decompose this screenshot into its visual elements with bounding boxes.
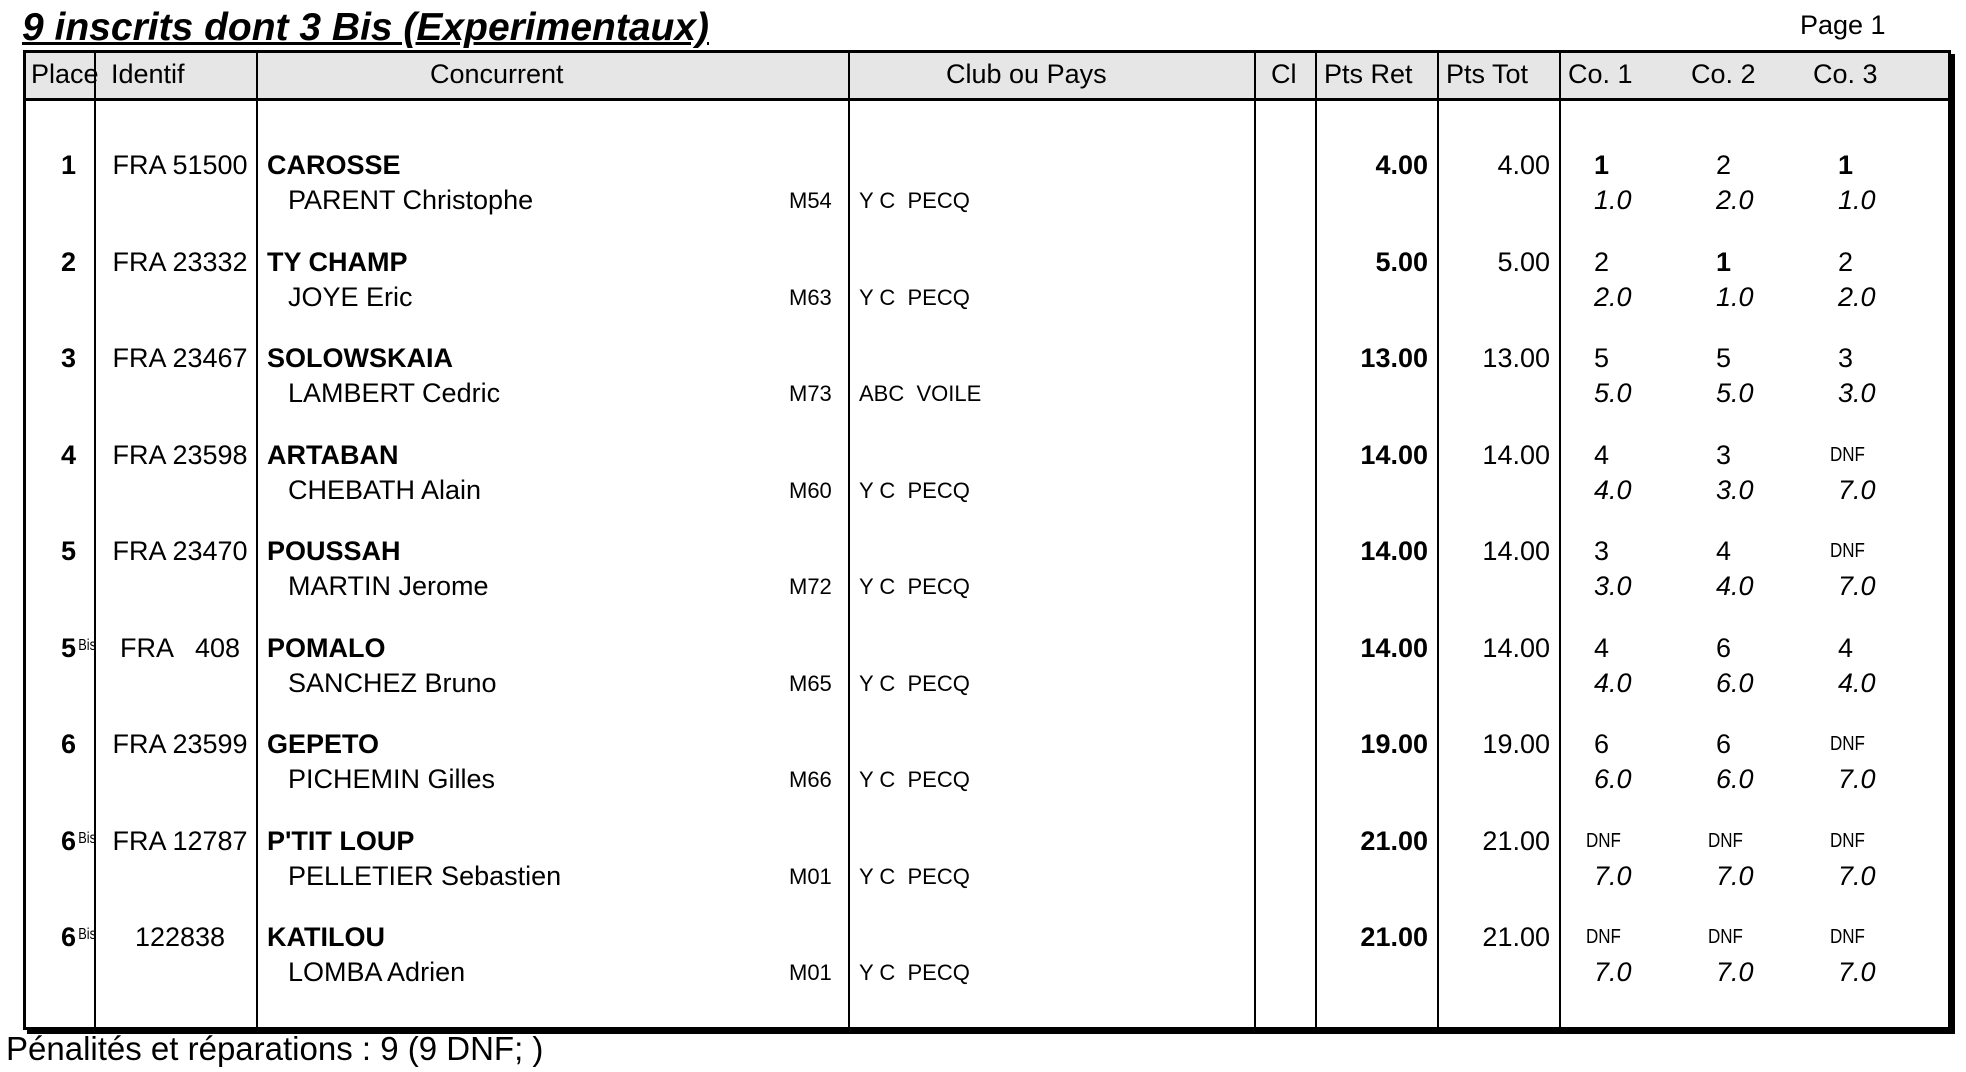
- pts-ret-value: 5.00: [1375, 246, 1428, 277]
- header-pts-ret: Pts Ret: [1324, 59, 1413, 89]
- race-2-rank: 4: [1716, 536, 1732, 566]
- pts-tot-value: 21.00: [1482, 825, 1550, 856]
- race-2-points: 6.0: [1716, 667, 1754, 698]
- race-2-points: 3.0: [1716, 474, 1754, 505]
- pts-ret-value: 21.00: [1360, 825, 1428, 856]
- race-2-rank: 6: [1716, 729, 1732, 759]
- place-cell: [26, 826, 76, 857]
- race-3-rank: 1: [1838, 150, 1854, 180]
- race-1-rank: 4: [1594, 632, 1610, 663]
- race-1-rank: 5: [1594, 343, 1610, 373]
- club-name: Y C PECQ: [859, 863, 970, 889]
- race-3-points: 2.0: [1838, 281, 1876, 312]
- race-1-points: 4.0: [1594, 474, 1632, 505]
- race-1-rank: 3: [1594, 536, 1610, 566]
- race-2-points: 2.0: [1716, 185, 1754, 215]
- identif-cell: FRA 23470: [112, 536, 248, 566]
- category-code: M54: [789, 188, 832, 213]
- skipper-name: PARENT Christophe: [288, 185, 534, 215]
- race-3-points: 7.0: [1838, 957, 1876, 987]
- identif-cell: FRA 23332: [112, 246, 248, 277]
- table-row: [26, 536, 1948, 632]
- boat-name: POMALO: [267, 632, 386, 663]
- header-concurrent: Concurrent: [430, 59, 564, 89]
- identif-cell: 122838: [134, 922, 226, 952]
- boat-name: CAROSSE: [267, 150, 401, 180]
- identif-cell: FRA 408: [119, 632, 241, 663]
- club-name: Y C PECQ: [859, 960, 970, 985]
- race-2-points: 1.0: [1716, 281, 1754, 312]
- table-row: [26, 247, 1948, 343]
- race-1-points: 4.0: [1594, 667, 1632, 698]
- category-code: M66: [789, 767, 832, 792]
- race-3-rank: 4: [1838, 632, 1854, 663]
- results-table: [23, 50, 1951, 1030]
- race-3-rank: DNF: [1830, 443, 1865, 466]
- race-1-points: 3.0: [1594, 571, 1632, 601]
- category-code: M60: [789, 477, 832, 503]
- race-2-rank: 2: [1716, 150, 1732, 180]
- pts-tot-value: 13.00: [1482, 343, 1550, 373]
- category-code: M72: [789, 574, 832, 599]
- race-2-points: 4.0: [1716, 571, 1754, 601]
- identif-cell: FRA 23599: [112, 729, 248, 759]
- race-1-rank: 6: [1594, 729, 1610, 759]
- place-value: 6: [60, 729, 76, 759]
- club-name: Y C PECQ: [859, 284, 970, 310]
- race-3-points: 3.0: [1838, 378, 1876, 408]
- race-3-points: 7.0: [1838, 764, 1876, 794]
- pts-ret-value: 14.00: [1360, 632, 1428, 663]
- header-co3: Co. 3: [1813, 59, 1878, 89]
- race-1-rank: 1: [1594, 150, 1610, 180]
- pts-ret-value: 13.00: [1360, 343, 1428, 373]
- header-identif: Identif: [111, 59, 185, 89]
- race-2-rank: 3: [1716, 439, 1732, 470]
- identif-cell: FRA 23467: [112, 343, 248, 373]
- skipper-name: PICHEMIN Gilles: [288, 764, 496, 794]
- club-name: ABC VOILE: [859, 381, 982, 406]
- pts-tot-value: 5.00: [1497, 246, 1550, 277]
- race-1-rank: 4: [1594, 439, 1610, 470]
- club-name: Y C PECQ: [859, 188, 970, 213]
- pts-tot-value: 21.00: [1482, 922, 1550, 952]
- table-row: [26, 633, 1948, 729]
- penalties-footer: Pénalités et réparations : 9 (9 DNF; ): [6, 1030, 544, 1067]
- place-cell: [26, 633, 76, 664]
- table-row: [26, 826, 1948, 922]
- place-cell: [26, 922, 76, 953]
- place-value: 6: [60, 825, 76, 856]
- place-cell: [26, 343, 76, 374]
- race-1-points: 7.0: [1594, 957, 1632, 987]
- place-value: 2: [60, 246, 76, 277]
- page-number: Page 1: [1800, 10, 1886, 40]
- race-3-rank: DNF: [1830, 733, 1865, 755]
- skipper-name: LAMBERT Cedric: [288, 378, 501, 408]
- place-value: 5: [60, 632, 76, 663]
- bis-marker: Bis: [78, 829, 97, 847]
- bis-marker: Bis: [78, 636, 97, 654]
- table-row: [26, 440, 1948, 536]
- table-row: [26, 343, 1948, 439]
- place-cell: [26, 536, 76, 567]
- pts-tot-value: 19.00: [1482, 729, 1550, 759]
- pts-ret-value: 4.00: [1375, 150, 1428, 180]
- race-2-points: 6.0: [1716, 764, 1754, 794]
- race-2-rank: 1: [1716, 246, 1732, 277]
- race-1-rank: DNF: [1586, 829, 1621, 852]
- race-2-points: 7.0: [1716, 860, 1754, 891]
- table-row: [26, 729, 1948, 825]
- table-row: [26, 922, 1948, 1018]
- race-1-points: 2.0: [1594, 281, 1632, 312]
- skipper-name: SANCHEZ Bruno: [288, 667, 497, 698]
- skipper-name: MARTIN Jerome: [288, 571, 489, 601]
- race-3-rank: DNF: [1830, 926, 1865, 948]
- category-code: M65: [789, 670, 832, 696]
- race-3-points: 7.0: [1838, 474, 1876, 505]
- place-cell: [26, 729, 76, 760]
- place-value: 3: [60, 343, 76, 373]
- race-2-rank: DNF: [1708, 829, 1743, 852]
- skipper-name: PELLETIER Sebastien: [288, 860, 562, 891]
- category-code: M73: [789, 381, 832, 406]
- header-club: Club ou Pays: [946, 59, 1107, 89]
- boat-name: ARTABAN: [267, 439, 399, 470]
- place-value: 1: [60, 150, 76, 180]
- header-co1: Co. 1: [1568, 59, 1633, 89]
- race-2-rank: DNF: [1708, 926, 1743, 948]
- header-cl: Cl: [1271, 59, 1297, 89]
- race-3-points: 1.0: [1838, 185, 1876, 215]
- place-cell: [26, 440, 76, 471]
- header-pts-tot: Pts Tot: [1446, 59, 1529, 89]
- race-1-points: 6.0: [1594, 764, 1632, 794]
- race-3-points: 4.0: [1838, 667, 1876, 698]
- race-1-points: 5.0: [1594, 378, 1632, 408]
- place-value: 6: [60, 922, 76, 952]
- header-co2: Co. 2: [1691, 59, 1756, 89]
- skipper-name: CHEBATH Alain: [288, 474, 482, 505]
- race-2-points: 5.0: [1716, 378, 1754, 408]
- pts-tot-value: 14.00: [1482, 632, 1550, 663]
- identif-cell: FRA 23598: [112, 439, 248, 470]
- race-1-rank: DNF: [1586, 926, 1621, 948]
- place-value: 4: [60, 439, 76, 470]
- place-cell: [26, 150, 76, 181]
- club-name: Y C PECQ: [859, 767, 970, 792]
- race-1-points: 7.0: [1594, 860, 1632, 891]
- identif-cell: FRA 12787: [112, 825, 248, 856]
- race-1-points: 1.0: [1594, 185, 1632, 215]
- boat-name: KATILOU: [267, 922, 385, 952]
- pts-tot-value: 4.00: [1497, 150, 1550, 180]
- identif-cell: FRA 51500: [112, 150, 248, 180]
- place-value: 5: [60, 536, 76, 566]
- race-2-points: 7.0: [1716, 957, 1754, 987]
- boat-name: P'TIT LOUP: [267, 825, 415, 856]
- pts-ret-value: 21.00: [1360, 922, 1428, 952]
- pts-ret-value: 14.00: [1360, 439, 1428, 470]
- race-1-rank: 2: [1594, 246, 1610, 277]
- race-3-points: 7.0: [1838, 860, 1876, 891]
- skipper-name: LOMBA Adrien: [288, 957, 466, 987]
- race-3-rank: DNF: [1830, 829, 1865, 852]
- race-3-points: 7.0: [1838, 571, 1876, 601]
- place-cell: [26, 247, 76, 278]
- category-code: M63: [789, 284, 832, 310]
- race-3-rank: 3: [1838, 343, 1854, 373]
- race-3-rank: DNF: [1830, 540, 1865, 562]
- category-code: M01: [789, 863, 832, 889]
- club-name: Y C PECQ: [859, 670, 970, 696]
- boat-name: POUSSAH: [267, 536, 401, 566]
- club-name: Y C PECQ: [859, 477, 970, 503]
- pts-ret-value: 19.00: [1360, 729, 1428, 759]
- boat-name: GEPETO: [267, 729, 380, 759]
- category-code: M01: [789, 960, 832, 985]
- boat-name: SOLOWSKAIA: [267, 343, 453, 373]
- skipper-name: JOYE Eric: [288, 281, 413, 312]
- results-title: 9 inscrits dont 3 Bis (Experimentaux): [22, 6, 710, 49]
- race-3-rank: 2: [1838, 246, 1854, 277]
- bis-marker: Bis: [78, 926, 97, 943]
- race-2-rank: 5: [1716, 343, 1732, 373]
- boat-name: TY CHAMP: [267, 246, 408, 277]
- club-name: Y C PECQ: [859, 574, 970, 599]
- header-place: Place: [31, 59, 99, 89]
- table-row: [26, 150, 1948, 246]
- pts-tot-value: 14.00: [1482, 536, 1550, 566]
- pts-tot-value: 14.00: [1482, 439, 1550, 470]
- race-2-rank: 6: [1716, 632, 1732, 663]
- pts-ret-value: 14.00: [1360, 536, 1428, 566]
